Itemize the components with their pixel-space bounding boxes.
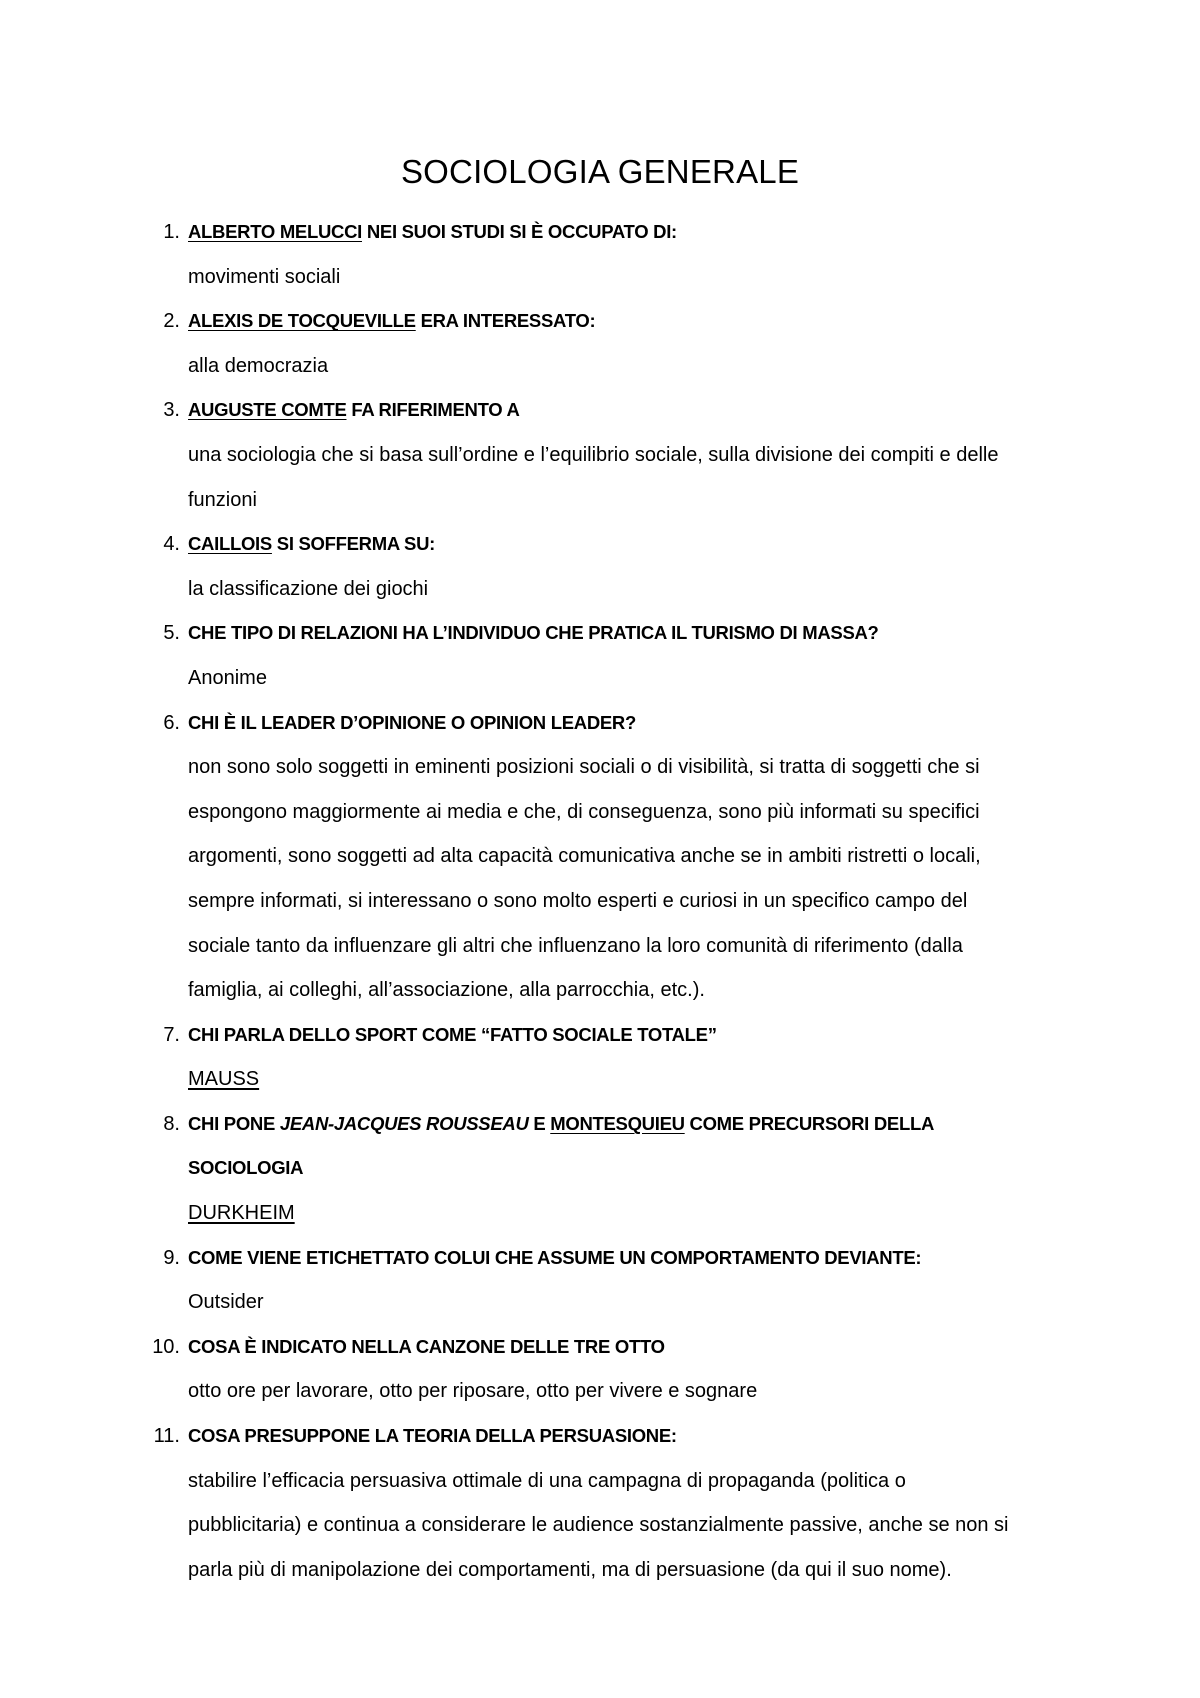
question-rest: FA RIFERIMENTO A [346, 399, 520, 421]
question-number: 4. [163, 533, 180, 556]
answer-text: sempre informati, si interessano o sono molto esperti e curiosi in un specifico campo del [188, 889, 968, 912]
answer-5-line-1 [0, 656, 1200, 701]
question-text [188, 299, 595, 344]
answer-6-line-2 [0, 790, 1200, 835]
answer-7-line-1 [0, 1057, 1200, 1102]
question-prefix: CHI PONE [188, 1112, 280, 1134]
answer-text: MAUSS [188, 1068, 260, 1091]
question-subject: AUGUSTE COMTE [188, 399, 347, 421]
answer-text: una sociologia che si basa sull’ordine e l’equilibrio sociale, sulla divisione dei compiti e delle [188, 443, 999, 466]
answer-text: DURKHEIM [188, 1202, 295, 1225]
question-number: 3. [163, 399, 180, 422]
question-5 [0, 611, 1200, 656]
page-title: SOCIOLOGIA GENERALE [400, 153, 800, 190]
answer-text: la classificazione dei giochi [188, 577, 429, 600]
question-underlined-name: MONTESQUIEU [550, 1112, 685, 1134]
question-number: 5. [163, 622, 180, 645]
question-italic-name: JEAN-JACQUES ROUSSEAU [279, 1112, 529, 1134]
answer-text: Outsider [188, 1291, 264, 1314]
question-number: 9. [163, 1246, 180, 1269]
question-number: 6. [163, 711, 180, 734]
question-8 [0, 1102, 1200, 1147]
answer-6-line-5 [0, 924, 1200, 969]
answer-text: sociale tanto da influenzare gli altri che influenzano la loro comunità di riferimento (dalla [188, 934, 963, 957]
answer-text: otto ore per lavorare, otto per riposare, otto per vivere e sognare [188, 1380, 758, 1403]
answer-text: funzioni [188, 488, 257, 511]
question-rest: NEI SUOI STUDI SI È OCCUPATO DI: [362, 221, 677, 242]
question-text: COSA È INDICATO NELLA CANZONE DELLE TRE OTTO [188, 1335, 665, 1357]
question-rest: ERA INTERESSATO: [415, 310, 596, 332]
answer-6-line-4 [0, 879, 1200, 924]
question-9 [0, 1236, 1200, 1281]
question-list [0, 210, 1200, 1592]
question-text [188, 522, 435, 567]
answer-11-line-3 [0, 1548, 1200, 1593]
answer-text: pubblicitaria) e continua a considerare le audience sostanzialmente passive, anche se non si [188, 1514, 1009, 1537]
question-8-line-2 [0, 1146, 1200, 1191]
question-text: SOCIOLOGIA [188, 1157, 304, 1179]
question-subject: ALEXIS DE TOCQUEVILLE [188, 310, 416, 332]
question-mid: E [528, 1112, 551, 1134]
question-text [188, 210, 677, 255]
question-number: 10. [152, 1335, 180, 1358]
question-number: 7. [163, 1023, 180, 1046]
question-4 [0, 522, 1200, 567]
question-text: CHE TIPO DI RELAZIONI HA L’INDIVIDUO CHE PRATICA IL TURISMO DI MASSA? [188, 622, 879, 644]
question-1 [0, 210, 1200, 255]
question-text: CHI PARLA DELLO SPORT COME “FATTO SOCIALE TOTALE” [188, 1023, 717, 1045]
question-number: 8. [163, 1112, 180, 1135]
answer-9-line-1 [0, 1280, 1200, 1325]
question-text [188, 388, 520, 433]
answer-1-line-1 [0, 255, 1200, 300]
answer-text: famiglia, ai colleghi, all’associazione, alla parrocchia, etc.). [188, 979, 705, 1002]
question-3 [0, 388, 1200, 433]
question-7 [0, 1013, 1200, 1058]
answer-11-line-1 [0, 1459, 1200, 1504]
answer-text: stabilire l’efficacia persuasiva ottimale di una campagna di propaganda (politica o [188, 1469, 906, 1492]
answer-11-line-2 [0, 1503, 1200, 1548]
question-number: 1. [163, 221, 180, 243]
answer-text: parla più di manipolazione dei comportamenti, ma di persuasione (da qui il suo nome). [188, 1558, 952, 1581]
answer-6-line-3 [0, 834, 1200, 879]
question-number: 11. [153, 1425, 180, 1448]
question-6 [0, 701, 1200, 746]
answer-3-line-1 [0, 433, 1200, 478]
answer-text: alla democrazia [188, 354, 329, 377]
answer-2-line-1 [0, 344, 1200, 389]
question-11 [0, 1414, 1200, 1459]
question-10 [0, 1325, 1200, 1370]
answer-3-line-2 [0, 478, 1200, 523]
answer-text: espongono maggiormente ai media e che, di conseguenza, sono più informati su specifici [188, 800, 980, 823]
answer-text: non sono solo soggetti in eminenti posizioni sociali o di visibilità, si tratta di soggetti che si [188, 756, 980, 779]
question-2 [0, 299, 1200, 344]
question-subject: CAILLOIS [188, 533, 272, 555]
answer-text: movimenti sociali [188, 265, 341, 288]
answer-6-line-1 [0, 745, 1200, 790]
question-number: 2. [163, 310, 180, 333]
answer-text: Anonime [188, 666, 267, 689]
answer-text: argomenti, sono soggetti ad alta capacità comunicativa anche se in ambiti ristretti o locali, [188, 845, 981, 868]
answer-10-line-1 [0, 1369, 1200, 1414]
question-text: CHI È IL LEADER D’OPINIONE O OPINION LEADER? [188, 711, 636, 733]
question-suffix: COME PRECURSORI DELLA [684, 1112, 935, 1134]
answer-8-line-1 [0, 1191, 1200, 1236]
answer-4-line-1 [0, 567, 1200, 612]
question-text: COME VIENE ETICHETTATO COLUI CHE ASSUME UN COMPORTAMENTO DEVIANTE: [188, 1246, 922, 1268]
answer-6-line-6 [0, 968, 1200, 1013]
question-subject: ALBERTO MELUCCI [188, 221, 362, 242]
question-text: COSA PRESUPPONE LA TEORIA DELLA PERSUASIONE: [188, 1425, 677, 1447]
question-text [188, 1102, 934, 1147]
question-rest: SI SOFFERMA SU: [271, 533, 436, 555]
